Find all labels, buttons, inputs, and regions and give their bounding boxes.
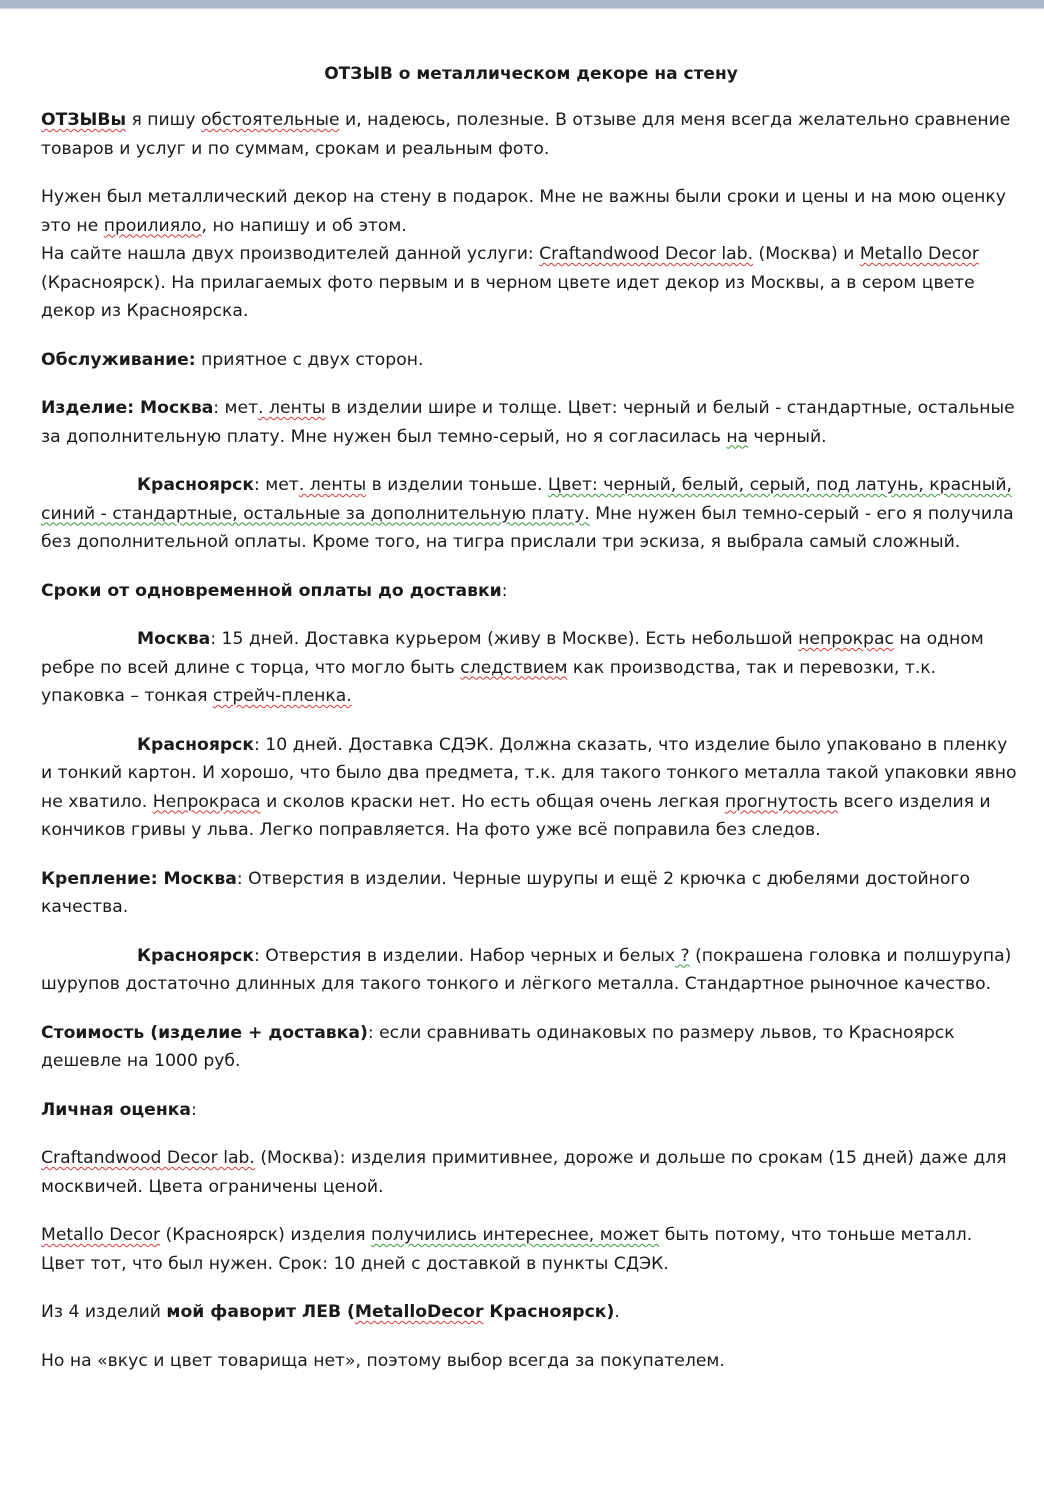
rating-moscow-text: (Москва): изделия примитивнее, дороже и дольше по срокам (15 дней) даже для москвичей. Цвета ограничены ценой.	[41, 1148, 1007, 1197]
favorite-brand: MetalloDecor	[354, 1302, 484, 1322]
service-paragraph	[41, 346, 1021, 375]
product-krsk-paragraph	[41, 471, 1021, 557]
terms-moscow-flagged-1: непрокрас	[798, 629, 894, 649]
rating-moscow-paragraph	[41, 1144, 1021, 1201]
intro-lead: ОТЗЫВы	[41, 110, 126, 130]
rating-heading-colon: :	[190, 1099, 197, 1120]
product-moscow-label: Изделие: Москва	[41, 398, 214, 418]
terms-moscow-paragraph	[41, 625, 1021, 711]
mount-krsk-text-1: : Отверстия в изделии. Набор черных и белых	[254, 945, 676, 966]
rating-moscow-name: Craftandwood Decor lab.	[41, 1148, 255, 1168]
rating-krsk-name: Metallo Decor	[41, 1225, 161, 1245]
rating-krsk-text-2: быть потому, что тоньше металл. Цвет тот, что был нужен. Срок: 10 дней с доставкой в пункты СДЭК.	[41, 1225, 973, 1274]
product-moscow-paragraph	[41, 394, 1021, 451]
terms-krsk-text-3: всего изделия и кончиков гривы у льва. Легко поправляется. На фото уже всё поправила без следов.	[41, 791, 991, 840]
terms-heading-colon: :	[501, 580, 508, 601]
intro-paragraph	[41, 106, 1021, 163]
document-page	[41, 60, 1021, 1395]
makers-paragraph	[41, 240, 1021, 326]
terms-krsk-flagged-2: прогнутость	[724, 791, 839, 812]
mount-krsk-paragraph	[41, 942, 1021, 999]
terms-krsk-label: Красноярск	[137, 734, 255, 755]
maker-krsk-name: Metallo Decor	[859, 244, 979, 264]
product-krsk-text-1: : мет	[254, 475, 299, 495]
intro-flagged-word: обстоятельные	[201, 110, 340, 130]
mount-moscow-text: : Отверстия в изделии. Черные шурупы и ещё 2 крючка с дюбелями достойного качества.	[41, 868, 970, 917]
mount-krsk-flagged-1: ?	[675, 945, 690, 966]
product-krsk-label: Красноярск	[137, 475, 255, 495]
cost-text: : если сравнивать одинаковых по размеру львов, то Красноярск дешевле на 1000 руб.	[41, 1022, 955, 1071]
product-moscow-text-1: : мет	[213, 398, 259, 418]
favorite-bold-1: мой фаворит ЛЕВ (	[166, 1302, 355, 1322]
product-moscow-text-3: черный.	[748, 426, 827, 447]
product-krsk-flagged-1: . ленты	[298, 475, 367, 495]
favorite-text-2: .	[614, 1302, 620, 1322]
mount-moscow-paragraph	[41, 865, 1021, 922]
product-moscow-text-2: в изделии шире и толще. Цвет: черный и белый - стандартные, остальные за дополнительную плату. Мне нужен был темно-серый, но я согласилась	[41, 398, 1015, 447]
terms-moscow-text-2: на одном ребре по всей длине с торца, что могло быть	[41, 629, 984, 678]
terms-moscow-flagged-3: стрейч-пленка.	[212, 686, 352, 706]
need-text-2: , но напишу и об этом.	[201, 215, 407, 236]
terms-moscow-text-1: : 15 дней. Доставка курьером (живу в Москве). Есть небольшой	[210, 629, 799, 649]
mount-krsk-label: Красноярск	[137, 945, 255, 966]
need-flagged-word: проилияло	[103, 215, 202, 236]
mount-krsk-text-2: (покрашена головка и полшурупа) шурупов достаточно длинных для такого тонкого и лёгкого металла. Стандартное рыночное качество.	[41, 945, 1012, 994]
product-krsk-flagged-2: Цвет: черный, белый, серый, под латунь, красный, синий - стандартные, остальные за дополнительную плату.	[41, 475, 1012, 524]
closing-paragraph: Но на «вкус и цвет товарища нет», поэтому выбор всегда за покупателем.	[41, 1350, 725, 1371]
service-text: приятное с двух сторон.	[195, 349, 424, 370]
maker-moscow-name: Craftandwood Decor lab.	[539, 244, 754, 264]
makers-text-1: На сайте нашла двух производителей данной услуги:	[41, 244, 540, 264]
favorite-text-1: Из 4 изделий	[41, 1302, 167, 1322]
terms-krsk-text-1: : 10 дней. Доставка СДЭК. Должна сказать, что изделие было упаковано в пленку и тонкий картон. И хорошо, что было два предмета, т.к. для такого тонкого металла такой упаковки явно не хватило.	[41, 734, 1017, 812]
mount-moscow-label: Крепление: Москва	[41, 868, 237, 889]
product-moscow-flagged-2: на	[726, 426, 749, 447]
rating-krsk-paragraph	[41, 1221, 1021, 1278]
terms-heading: Сроки от одновременной оплаты до доставки	[41, 580, 502, 601]
terms-heading-paragraph	[41, 577, 1021, 606]
product-krsk-text-3: Мне нужен был темно-серый - его я получила без дополнительной оплаты. Кроме того, на тигра прислали три эскиза, я выбрала самый сложный.	[41, 503, 1014, 552]
terms-krsk-paragraph	[41, 731, 1021, 845]
rating-heading-paragraph	[41, 1096, 1021, 1125]
favorite-paragraph	[41, 1298, 1021, 1327]
cost-label: Стоимость (изделие + доставка)	[41, 1022, 368, 1043]
terms-krsk-text-2: и сколов краски нет. Но есть общая очень легкая	[260, 791, 725, 812]
terms-moscow-label: Москва	[137, 629, 211, 649]
makers-text-2: (Москва) и	[753, 244, 860, 264]
intro-text-2: и, надеюсь, полезные. В отзыве для меня всегда желательно сравнение товаров и услуг и по суммам, срокам и реальным фото.	[41, 110, 1011, 159]
need-text-1: Нужен был металлический декор на стену в подарок. Мне не важны были сроки и цены и на мою оценку это не	[41, 187, 1006, 236]
document-title: ОТЗЫВ о металлическом декоре на стену	[324, 64, 738, 84]
rating-krsk-flagged: получились интереснее, может	[371, 1225, 660, 1245]
intro-text-1: я пишу	[126, 110, 202, 130]
terms-moscow-text-3: как производства, так и перевозки, т.к. упаковка – тонкая	[41, 657, 937, 706]
need-paragraph	[41, 183, 1021, 240]
cost-paragraph	[41, 1019, 1021, 1076]
terms-krsk-flagged-1: Непрокраса	[152, 791, 261, 812]
rating-krsk-text-1: (Красноярск) изделия	[160, 1225, 372, 1245]
product-krsk-text-2: в изделии тоньше.	[366, 475, 548, 495]
favorite-bold-2: Красноярск)	[483, 1302, 615, 1322]
rating-heading: Личная оценка	[41, 1099, 191, 1120]
product-moscow-flagged-1: . ленты	[258, 398, 326, 418]
makers-text-3: (Красноярск). На прилагаемых фото первым и в черном цвете идет декор из Москвы, а в сером цвете декор из Красноярска.	[41, 272, 975, 321]
service-label: Обслуживание:	[41, 349, 196, 370]
terms-moscow-flagged-2: следствием	[460, 657, 568, 678]
window-top-strip	[0, 0, 1044, 9]
